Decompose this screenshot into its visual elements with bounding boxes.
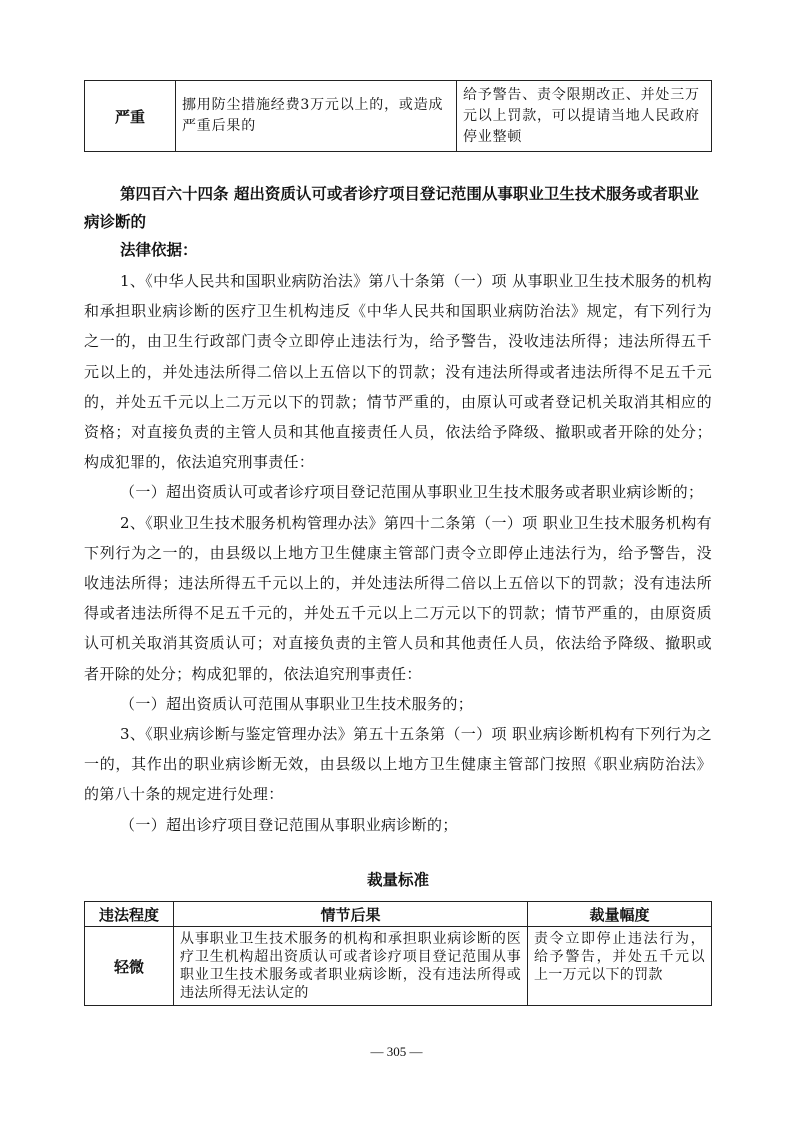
legal-basis-label: 法律依据： xyxy=(120,241,198,259)
paragraph-law-1-item: （一）超出资质认可或者诊疗项目登记范围从事职业卫生技术服务或者职业病诊断的； xyxy=(120,483,704,502)
standard-title: 裁量标准 xyxy=(366,871,429,889)
paragraph-law-1: 1、《中华人民共和国职业病防治法》第八十条第（一）项 从事职业卫生技术服务的机构和承担职业病诊断的医疗卫生机构违反《中华人民共和国职业病防治法》规定，有下列行为之一的，由卫生行政部门责令立即停止违法行为，给予警告，没收违法所得；违法所得五千元以上的，并处违法所得二倍以上五倍以下的罚款；没有违法所得或者违法所得不足五千元的，并处五千元以上二万元以下的罚款；情节严重的，由原认可或者登记机关取消其相应的资格；对直接负责的主管人员和其他直接责任人员，依法给予降级、撤职或者开除的处分；构成犯罪的，依法追究刑事责任： xyxy=(84,272,712,472)
discretion-standard-table xyxy=(84,901,712,1006)
page-number: — 305 — xyxy=(370,1044,423,1059)
severity-level: 轻微 xyxy=(85,927,174,1006)
header-consequence: 情节后果 xyxy=(174,902,528,927)
top-discretion-table xyxy=(84,80,712,152)
header-violation-level: 违法程度 xyxy=(85,902,174,927)
table-header-row xyxy=(85,902,712,927)
severity-level: 严重 xyxy=(85,81,176,152)
table-row xyxy=(85,81,712,152)
legal-basis-body xyxy=(84,266,712,840)
consequence-cell: 从事职业卫生技术服务的机构和承担职业病诊断的医疗卫生机构超出资质认可或者诊疗项目登记范围从事职业卫生技术服务或者职业病诊断，没有违法所得或违法所得无法认定的 xyxy=(174,927,528,1006)
paragraph-law-2: 2、《职业卫生技术服务机构管理办法》第四十二条第（一）项 职业卫生技术服务机构有下列行为之一的，由县级以上地方卫生健康主管部门责令立即停止违法行为，给予警告，没收违法所得；违法所得五千元以上的，并处违法所得二倍以上五倍以下的罚款；没有违法所得或者违法所得不足五千元的，并处五千元以上二万元以下的罚款；情节严重的，由原资质认可机关取消其资质认可；对直接负责的主管人员和其他责任人员，依法给予降级、撤职或者开除的处分；构成犯罪的，依法追究刑事责任： xyxy=(84,513,712,683)
paragraph-law-3: 3、《职业病诊断与鉴定管理办法》第五十五条第（一）项 职业病诊断机构有下列行为之一的，其作出的职业病诊断无效，由县级以上地方卫生健康主管部门按照《职业病防治法》的第八十条的规定进行处理： xyxy=(84,725,712,804)
paragraph-law-3-item: （一）超出诊疗项目登记范围从事职业病诊断的； xyxy=(120,815,458,834)
header-penalty-range: 裁量幅度 xyxy=(528,902,712,927)
article-title: 第四百六十四条 超出资质认可或者诊疗项目登记范围从事职业卫生技术服务或者职业病诊断的 xyxy=(84,185,699,231)
penalty-cell: 责令立即停止违法行为，给予警告，并处五千元以上一万元以下的罚款 xyxy=(528,927,712,1006)
penalty-cell: 给予警告、责令限期改正、并处三万元以上罚款，可以提请当地人民政府停业整顿 xyxy=(457,81,712,152)
table-row xyxy=(85,927,712,1006)
consequence-cell: 挪用防尘措施经费3万元以上的，或造成严重后果的 xyxy=(176,81,457,152)
paragraph-law-2-item: （一）超出资质认可范围从事职业卫生技术服务的； xyxy=(120,694,474,713)
